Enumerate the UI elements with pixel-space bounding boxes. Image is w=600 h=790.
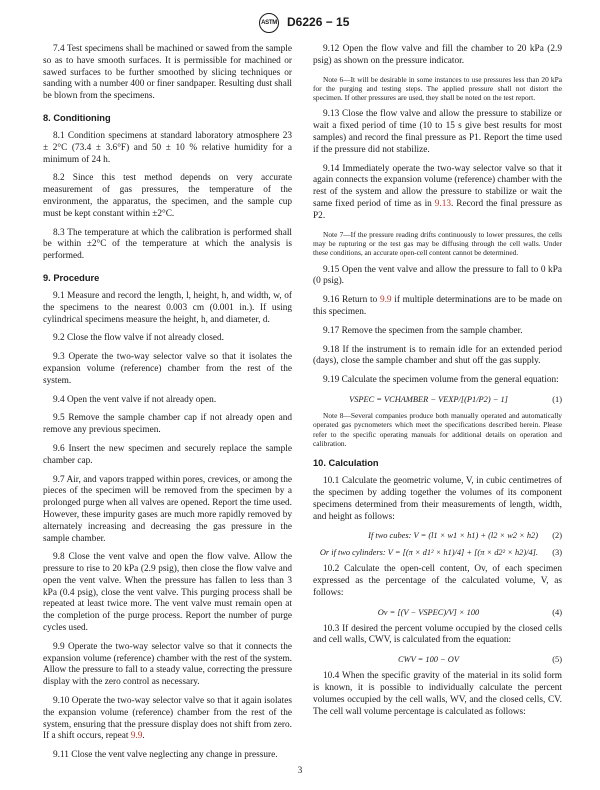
section-9-19: 9.19 Calculate the specimen volume from the general equation:: [323, 375, 559, 386]
equation-3-expr: Or if two cylinders: V = [(π × d1² × h1)/4] + [(π × d2² × h2)/4].: [319, 548, 538, 558]
note-7: Note 7—If the pressure reading drifts continuously to lower pressures, the cells may be rupturing or the test gas may be diffusing through the cell walls. Under these conditions, an accurate open-cell content cannot be determined.: [313, 229, 562, 258]
section-9-14: [313, 164, 562, 223]
section-9-18: 9.18 If the instrument is to remain idle for an extended period (days), close the sample chamber and shut off the gas supply.: [313, 344, 562, 367]
link-9-13[interactable]: 9.13: [434, 199, 452, 210]
heading-conditioning: 8. Conditioning: [43, 112, 111, 123]
note-8: Note 8—Several companies produce both manually operated and automatically operated gas pycnometers which meet the specifications described herein. Please refer to the specific operating manuals for additional details on operation and calibration.: [313, 410, 562, 448]
section-9-6: 9.6 Insert the new specimen and securely replace the sample chamber cap.: [43, 443, 292, 466]
section-9-2: 9.2 Close the flow valve if not already closed.: [53, 333, 224, 344]
equation-5-number: (5): [552, 655, 562, 665]
section-9-10-text: 9.10 Operate the two-way selector valve so that it again isolates the expansion volume (reference) chamber from the rest of the system, ensuring that the pressure display does not shift from zero. If a shift occurs, repeat: [43, 696, 292, 742]
equation-5-expr: CWV = 100 − OV: [398, 655, 459, 665]
heading-procedure: 9. Procedure: [43, 272, 100, 283]
section-10-3: 10.3 If desired the percent volume occupied by the closed cells and cell walls, CWV, is calculated from the equation:: [313, 623, 562, 646]
section-9-13: 9.13 Close the flow valve and allow the pressure to stabilize or wait a fixed period of time (10 to 15 s give best results for most samples) and record the final pressure as P1. Report the time used if the pressure did not stabilize.: [313, 109, 562, 155]
equation-2-number: (2): [552, 531, 562, 541]
section-9-11: 9.11 Close the vent valve neglecting any change in pressure.: [53, 750, 278, 761]
section-9-10-end: .: [142, 731, 145, 742]
section-8-1: 8.1 Condition specimens at standard laboratory atmosphere 23 ± 2°C (73.4 ± 3.6°F) and 50 ± 10 % relative humidity for a minimum of 24 h.: [43, 130, 292, 165]
equation-3: [313, 547, 562, 558]
section-9-15: 9.15 Open the vent valve and allow the pressure to fall to 0 kPa (0 psig).: [313, 264, 562, 287]
equation-2: [313, 530, 562, 541]
equation-4-number: (4): [552, 607, 562, 617]
section-9-14-text: 9.14 Immediately operate the two-way selector valve so that it again connects the expansion volume (reference) chamber with the rest of the system and allow the pressure to stabilize or wait the same fixed period of time as in: [313, 163, 562, 210]
section-9-9: 9.9 Operate the two-way selector valve so that it connects the expansion volume (reference) chamber with the rest of the system. Allow the pressure to fall to a steady value, correcting the pressure display with the zero control as necessary.: [43, 641, 292, 688]
page-header: [0, 12, 600, 34]
section-9-12: 9.12 Open the flow valve and fill the chamber to 20 kPa (2.9 psig) as shown on the pressure indicator.: [313, 44, 562, 66]
section-9-17: 9.17 Remove the specimen from the sample chamber.: [323, 325, 523, 336]
equation-4: [313, 607, 562, 618]
section-10-4: 10.4 When the specific gravity of the material in its solid form is known, it is possible to individually calculate the percent volumes occupied by the cell walls, WV, and the closed cells, CV. The cell wall volume percentage is calculated as follows:: [313, 671, 562, 717]
section-9-8: 9.8 Close the vent valve and open the flow valve. Allow the pressure to rise to 20 kPa (2.9 psig), then close the flow valve and open the vent valve. When the pressure has fallen to less than 3 kPa (0.4 psig), close the vent valve. This purging process shall be repeated at least twice more. The vent valve must remain open at the completion of the purge process. Report the number of purge cycles used.: [43, 552, 292, 634]
astm-logo-icon: ASTM: [259, 13, 279, 33]
section-9-16-end: if multiple determinations are to be made on this specimen.: [313, 295, 562, 317]
link-9-9-return[interactable]: 9.9: [379, 295, 392, 306]
equation-1-expr: VSPEC = VCHAMBER − VEXP/[(P1/P2) − 1]: [349, 394, 508, 404]
section-9-7: 9.7 Air, and vapors trapped within pores, crevices, or among the pieces of the specimen will be removed from the specimen by a prolonged purge when all valves are opened. Report the time used. However, these impurity gases are much more rapidly removed by alternately increasing and decreasing the gas pressure in the sample chamber.: [43, 474, 292, 544]
section-9-4: 9.4 Open the vent valve if not already open.: [53, 394, 217, 405]
note-6: Note 6—It will be desirable in some instances to use pressures less than 20 kPa for the purging and testing steps. The applied pressure shall not distort the specimen. If other pressures are used, they shall be noted on the test report.: [313, 74, 562, 103]
section-9-16: [313, 295, 562, 319]
equation-1: [313, 394, 562, 405]
equation-5: [313, 654, 562, 665]
left-column: [43, 44, 292, 769]
link-9-9[interactable]: 9.9: [130, 731, 143, 742]
section-9-3: 9.3 Operate the two-way selector valve so that it isolates the expansion volume (reference) chamber from the rest of the system.: [43, 352, 292, 386]
section-10-1: 10.1 Calculate the geometric volume, V, in cubic centimetres of the specimen by adding together the volumes of its component specimens determined from their measurements of length, width, and height as follows:: [313, 476, 562, 522]
section-9-14-end: . Record the final pressure as P2.: [313, 199, 562, 221]
section-10-2: 10.2 Calculate the open-cell content, Ov, of each specimen expressed as the percentage of the calculated volume, V, as follows:: [313, 564, 562, 598]
equation-4-expr: Ov = [(V − VSPEC)/V] × 100: [377, 607, 480, 617]
section-9-10: [43, 696, 292, 743]
standard-designation: D6226 − 15: [287, 15, 350, 29]
heading-calculation: 10. Calculation: [313, 458, 379, 469]
equation-3-number: (3): [552, 548, 562, 558]
equation-1-number: (1): [552, 394, 562, 404]
section-9-5: 9.5 Remove the sample chamber cap if not already open and remove any previous specimen.: [43, 413, 292, 436]
page-number: 3: [297, 765, 303, 775]
section-8-2: 8.2 Since this test method depends on very accurate measurement of gas pressures, the temperature of the environment, the apparatus, the specimen, and the sample cup must be kept constant within ±2°C.: [43, 173, 292, 219]
right-column: [313, 44, 562, 725]
equation-2-expr: If two cubes: V = (l1 × w1 × h1) + (l2 × w2 × h2): [368, 531, 538, 541]
section-9-16-text: 9.16 Return to: [323, 295, 378, 306]
section-7-4: 7.4 Test specimens shall be machined or sawed from the sample so as to have smooth surfaces. It is permissible for machined or sawed surfaces to be further smoothed by slicing techniques or sanding with a number 400 or finer sandpaper. Resulting dust shall be blown from the specimens.: [43, 44, 292, 102]
section-9-1: 9.1 Measure and record the length, l, height, h, and width, w, of the specimens to the nearest 0.003 cm (0.001 in.). If using cylindrical specimens measure the height, h, and diameter, d.: [43, 290, 292, 325]
section-8-3: 8.3 The temperature at which the calibration is performed shall be within ±2°C of the temperature at which the analysis is performed.: [43, 227, 292, 262]
